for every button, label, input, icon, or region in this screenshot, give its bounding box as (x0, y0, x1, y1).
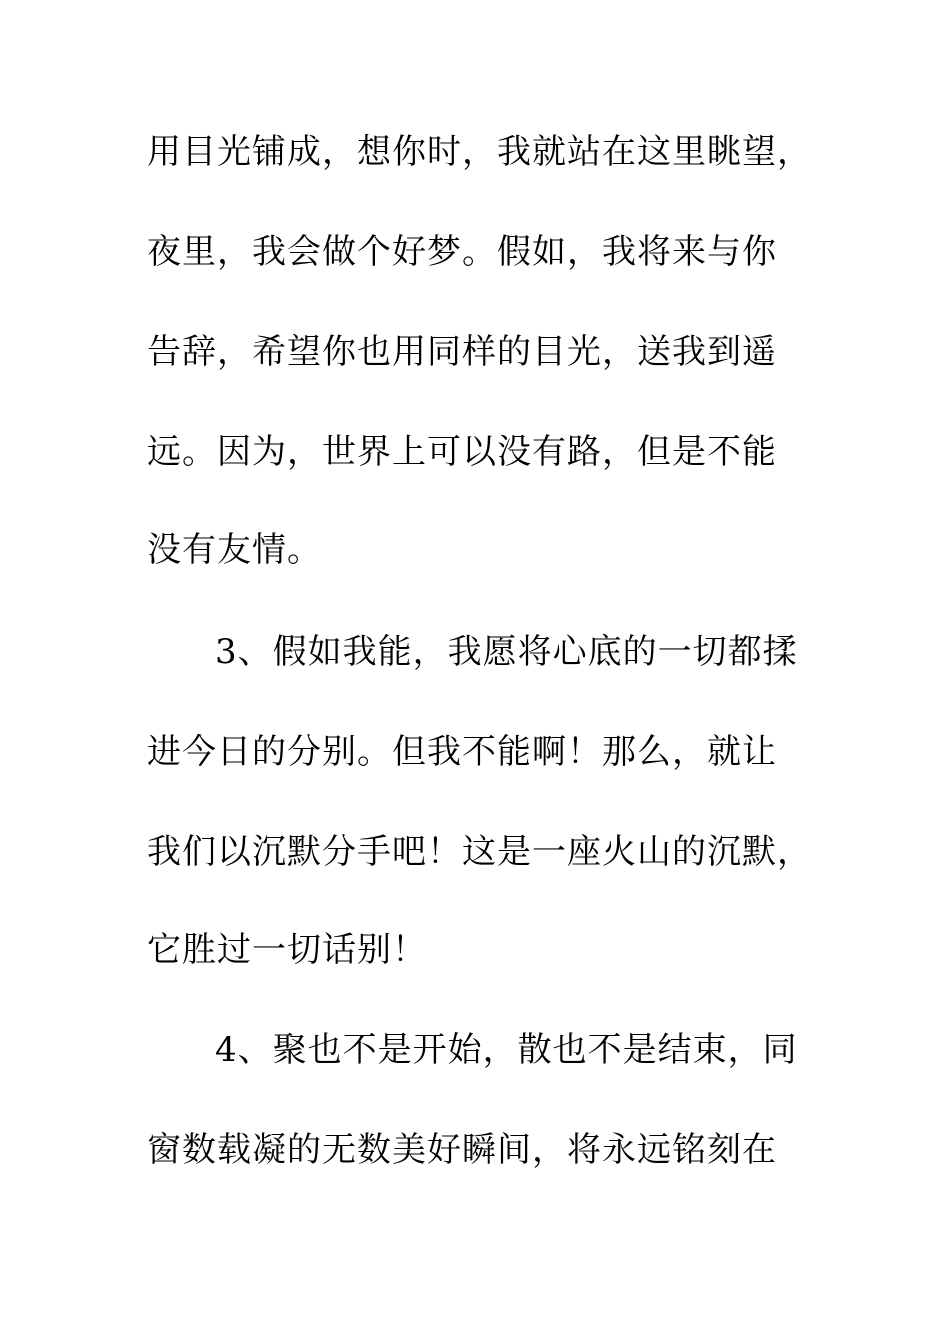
text-line: 窗数载凝的无数美好瞬间，将永远铭刻在 (147, 1130, 777, 1170)
paragraph-start-line: 4、聚也不是开始，散也不是结束，同 (215, 1030, 798, 1070)
text-line: 夜里，我会做个好梦。假如，我将来与你 (147, 232, 777, 272)
text-line: 远。因为，世界上可以没有路，但是不能 (147, 432, 777, 472)
text-line: 用目光铺成，想你时，我就站在这里眺望， (147, 132, 812, 172)
paragraph-start-line: 3、假如我能，我愿将心底的一切都揉 (215, 632, 798, 672)
text-line: 我们以沉默分手吧！这是一座火山的沉默， (147, 832, 812, 872)
text-line: 进今日的分别。但我不能啊！那么，就让 (147, 732, 777, 772)
text-line: 它胜过一切话别！ (147, 930, 427, 970)
text-line: 告辞，希望你也用同样的目光，送我到遥 (147, 332, 777, 372)
text-line: 没有友情。 (147, 530, 322, 570)
